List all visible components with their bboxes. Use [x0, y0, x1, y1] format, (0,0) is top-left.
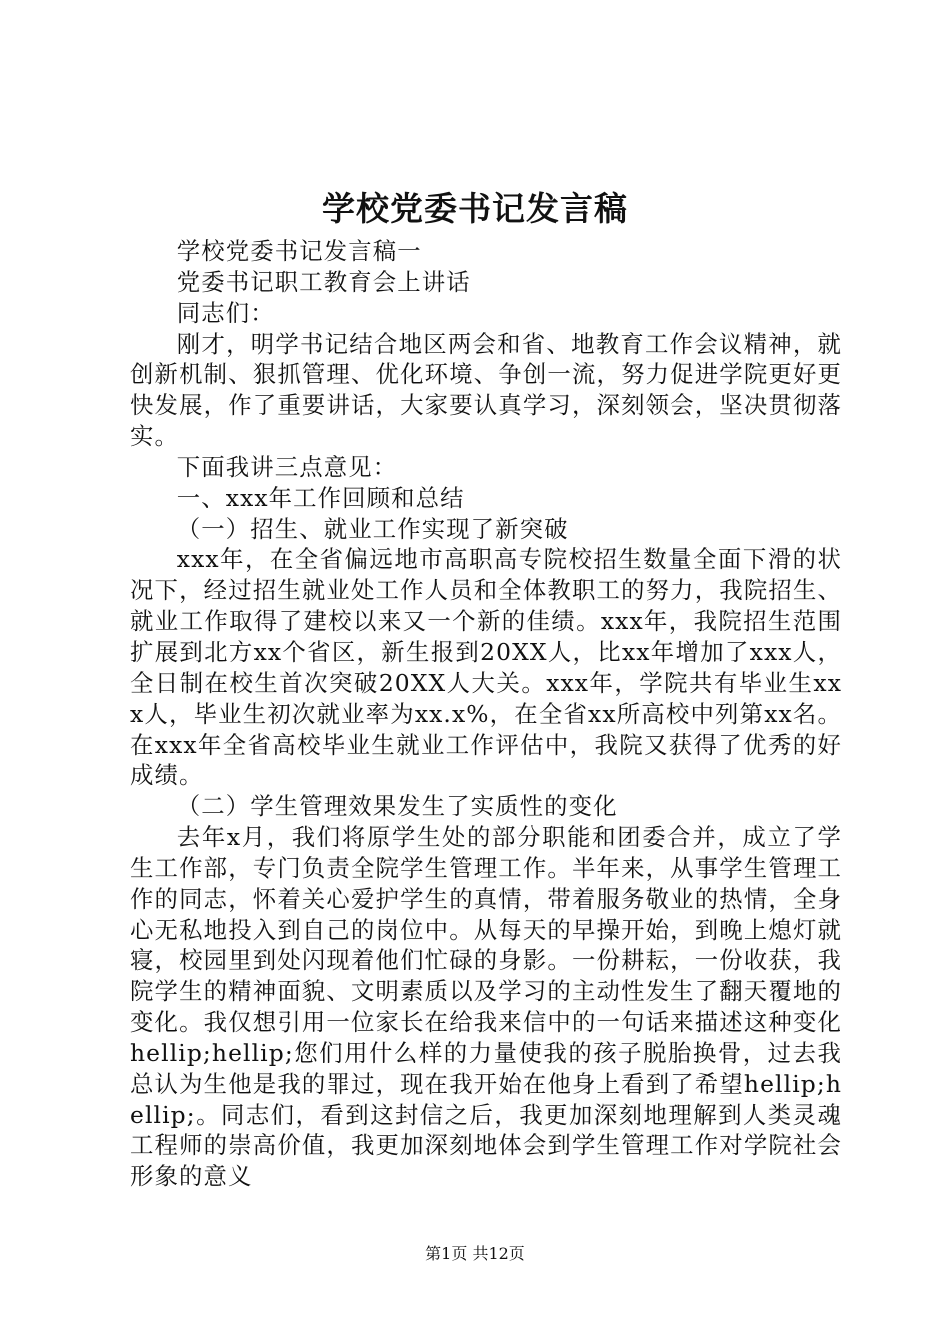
paragraph-subtitle: 学校党委书记发言稿一: [176, 237, 422, 265]
paragraph-intro: 刚才，明学书记结合地区两会和省、地教育工作会议精神，就创新机制、狠抓管理、优化环境、争创一流，努力促进学院更好更快发展，作了重要讲话，大家要认真学习，深刻领会，坚决贯彻落实。: [130, 329, 842, 451]
page-footer: 第1页 共12页: [425, 1244, 525, 1263]
heading-subsection-1: （一）招生、就业工作实现了新突破: [176, 514, 569, 543]
heading-subsection-2: （二）学生管理效果发生了实质性的变化: [176, 792, 618, 821]
document-title: 学校党委书记发言稿: [322, 189, 628, 228]
paragraph-three-points: 下面我讲三点意见：: [176, 452, 398, 481]
paragraph-salutation: 同志们：: [176, 298, 275, 327]
paragraph-speech-title: 党委书记职工教育会上讲话: [176, 267, 471, 296]
heading-section-1: 一、xxx年工作回顾和总结: [176, 483, 465, 512]
document-body: [130, 236, 842, 1192]
paragraph-enrollment: xxx年，在全省偏远地市高职高专院校招生数量全面下滑的状况下，经过招生就业处工作人员和全体教职工的努力，我院招生、就业工作取得了建校以来又一个新的佳绩。xxx年，我院招生范围扩展到北方xx个省区，新生报到20XX人，比xx年增加了xxx人，全日制在校生首次突破20XX人大关。xxx年，学院共有毕业生xxx人，毕业生初次就业率为xx.x%，在全省xx所高校中列第xx名。在xxx年全省高校毕业生就业工作评估中，我院又获得了优秀的好成绩。: [130, 545, 842, 790]
paragraph-student-management: 去年x月，我们将原学生处的部分职能和团委合并，成立了学生工作部，专门负责全院学生管理工作。半年来，从事学生管理工作的同志，怀着关心爱护学生的真情，带着服务敬业的热情，全身心无私地投入到自己的岗位中。从每天的早操开始，到晚上熄灯就寝，校园里到处闪现着他们忙碌的身影。一份耕耘，一份收获，我院学生的精神面貌、文明素质以及学习的主动性发生了翻天覆地的变化。我仅想引用一位家长在给我来信中的一句话来描述这种变化hellip;hellip;您们用什么样的力量使我的孩子脱胎换骨，过去我总认为生他是我的罪过，现在我开始在他身上看到了希望hellip;hellip;。同志们，看到这封信之后，我更加深刻地理解到人类灵魂工程师的崇高价值，我更加深刻地体会到学生管理工作对学院社会形象的意义: [130, 823, 842, 1191]
